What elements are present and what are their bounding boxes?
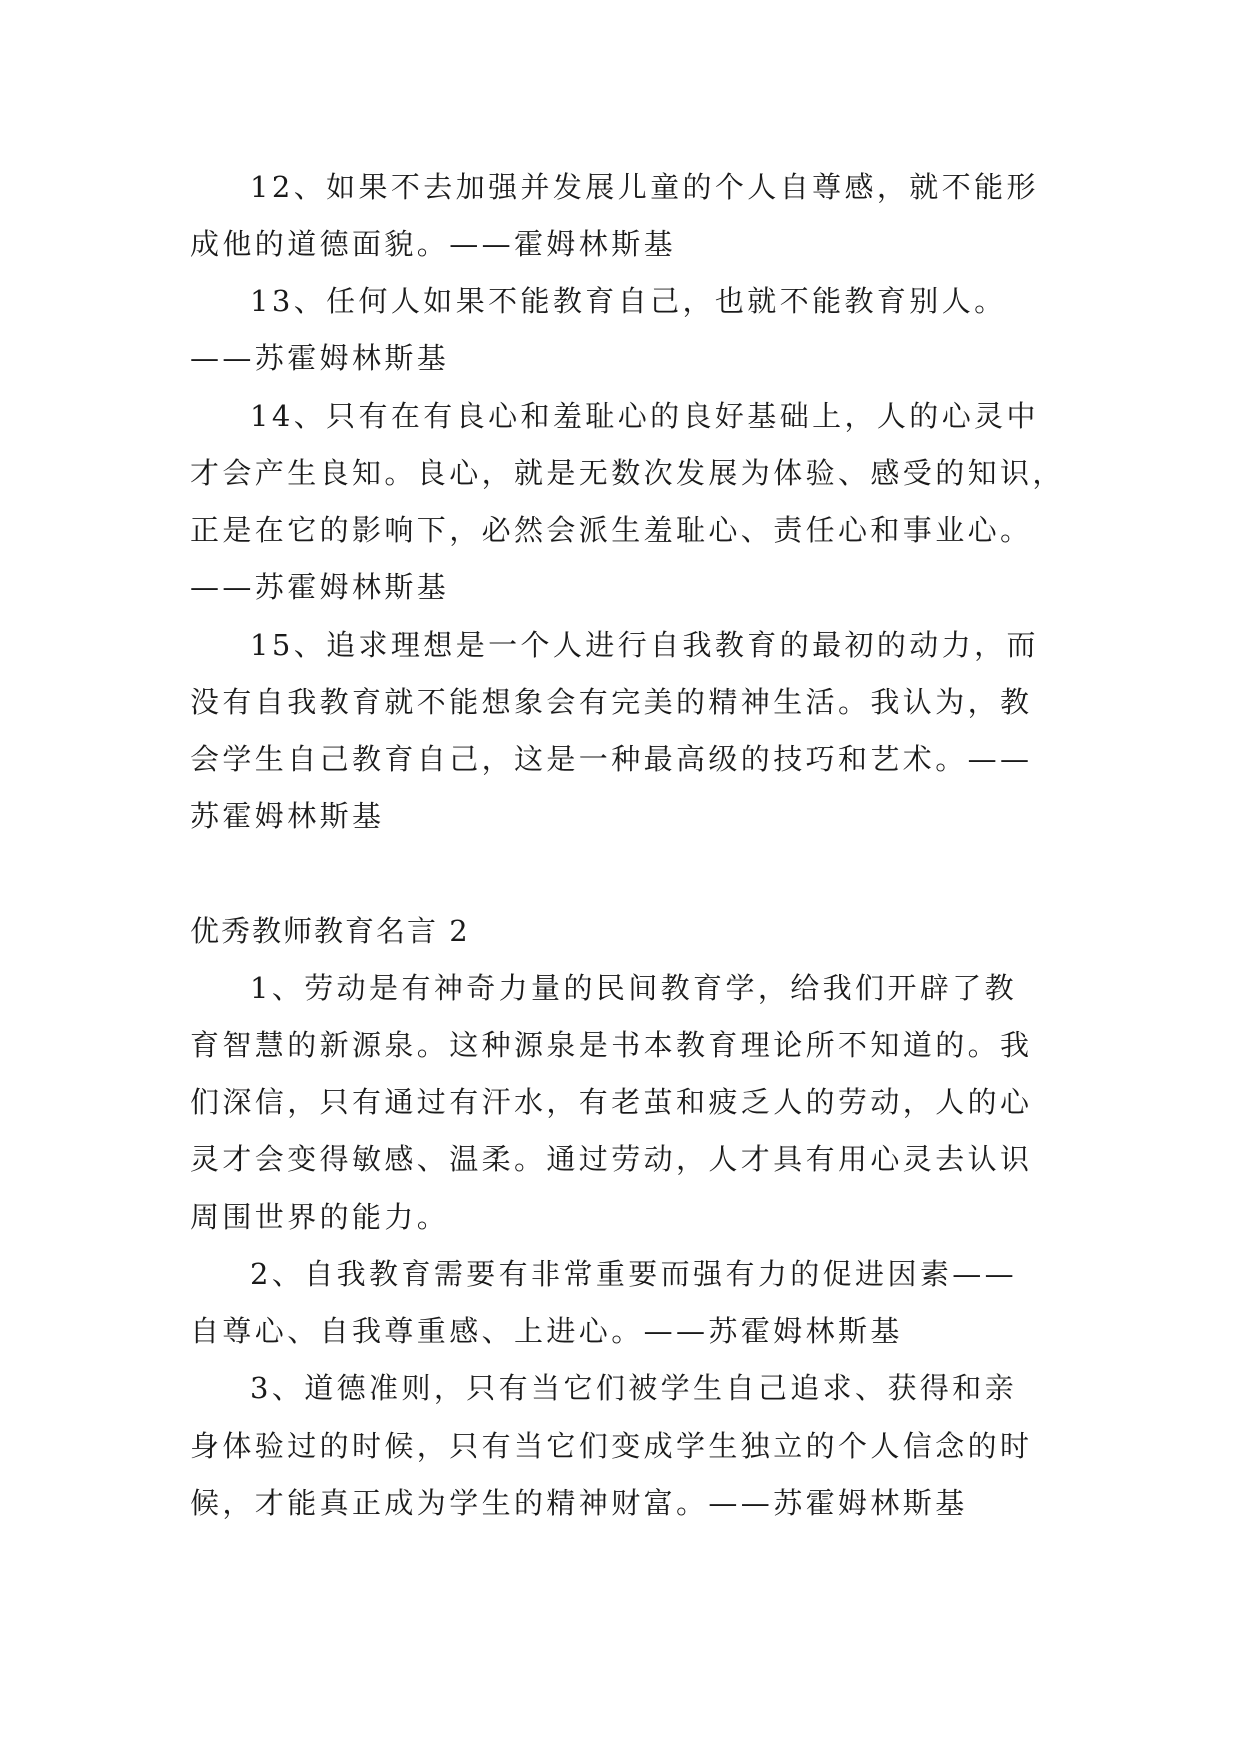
- quote-2-line-2: 自尊心、自我尊重感、上进心。——苏霍姆林斯基: [190, 1314, 903, 1348]
- quote-1-line-1: 1、劳动是有神奇力量的民间教育学，给我们开辟了教: [250, 971, 1018, 1005]
- quote-14-line-4: ——苏霍姆林斯基: [190, 570, 450, 604]
- quote-14-line-2: 才会产生良知。良心，就是无数次发展为体验、感受的知识，: [190, 456, 1065, 490]
- quote-12-line-2: 成他的道德面貌。——霍姆林斯基: [190, 227, 677, 261]
- quote-1-line-5: 周围世界的能力。: [190, 1200, 450, 1234]
- section-heading: 优秀教师教育名言 2: [190, 914, 470, 948]
- quote-1-line-2: 育智慧的新源泉。这种源泉是书本教育理论所不知道的。我: [190, 1028, 1033, 1062]
- quote-3-line-1: 3、道德准则，只有当它们被学生自己追求、获得和亲: [250, 1371, 1018, 1405]
- quote-14-line-3: 正是在它的影响下，必然会派生羞耻心、责任心和事业心。: [190, 513, 1033, 547]
- quote-15-line-3: 会学生自己教育自己，这是一种最高级的技巧和艺术。——: [190, 742, 1033, 776]
- quote-15-line-1: 15、追求理想是一个人进行自我教育的最初的动力，而: [250, 628, 1039, 662]
- quote-14-line-1: 14、只有在有良心和羞耻心的良好基础上，人的心灵中: [250, 399, 1039, 433]
- quote-1-line-4: 灵才会变得敏感、温柔。通过劳动，人才具有用心灵去认识: [190, 1142, 1033, 1176]
- quote-1-line-3: 们深信，只有通过有汗水，有老茧和疲乏人的劳动，人的心: [190, 1085, 1033, 1119]
- quote-12-line-1: 12、如果不去加强并发展儿童的个人自尊感，就不能形: [250, 170, 1039, 204]
- quote-13-line-1: 13、任何人如果不能教育自己，也就不能教育别人。: [250, 284, 1007, 318]
- quote-2-line-1: 2、自我教育需要有非常重要而强有力的促进因素——: [250, 1257, 1018, 1291]
- quote-15-line-2: 没有自我教育就不能想象会有完美的精神生活。我认为，教: [190, 685, 1033, 719]
- quote-13-line-2: ——苏霍姆林斯基: [190, 341, 450, 375]
- quote-3-line-3: 候，才能真正成为学生的精神财富。——苏霍姆林斯基: [190, 1486, 968, 1520]
- quote-3-line-2: 身体验过的时候，只有当它们变成学生独立的个人信念的时: [190, 1429, 1033, 1463]
- quote-15-line-4: 苏霍姆林斯基: [190, 799, 385, 833]
